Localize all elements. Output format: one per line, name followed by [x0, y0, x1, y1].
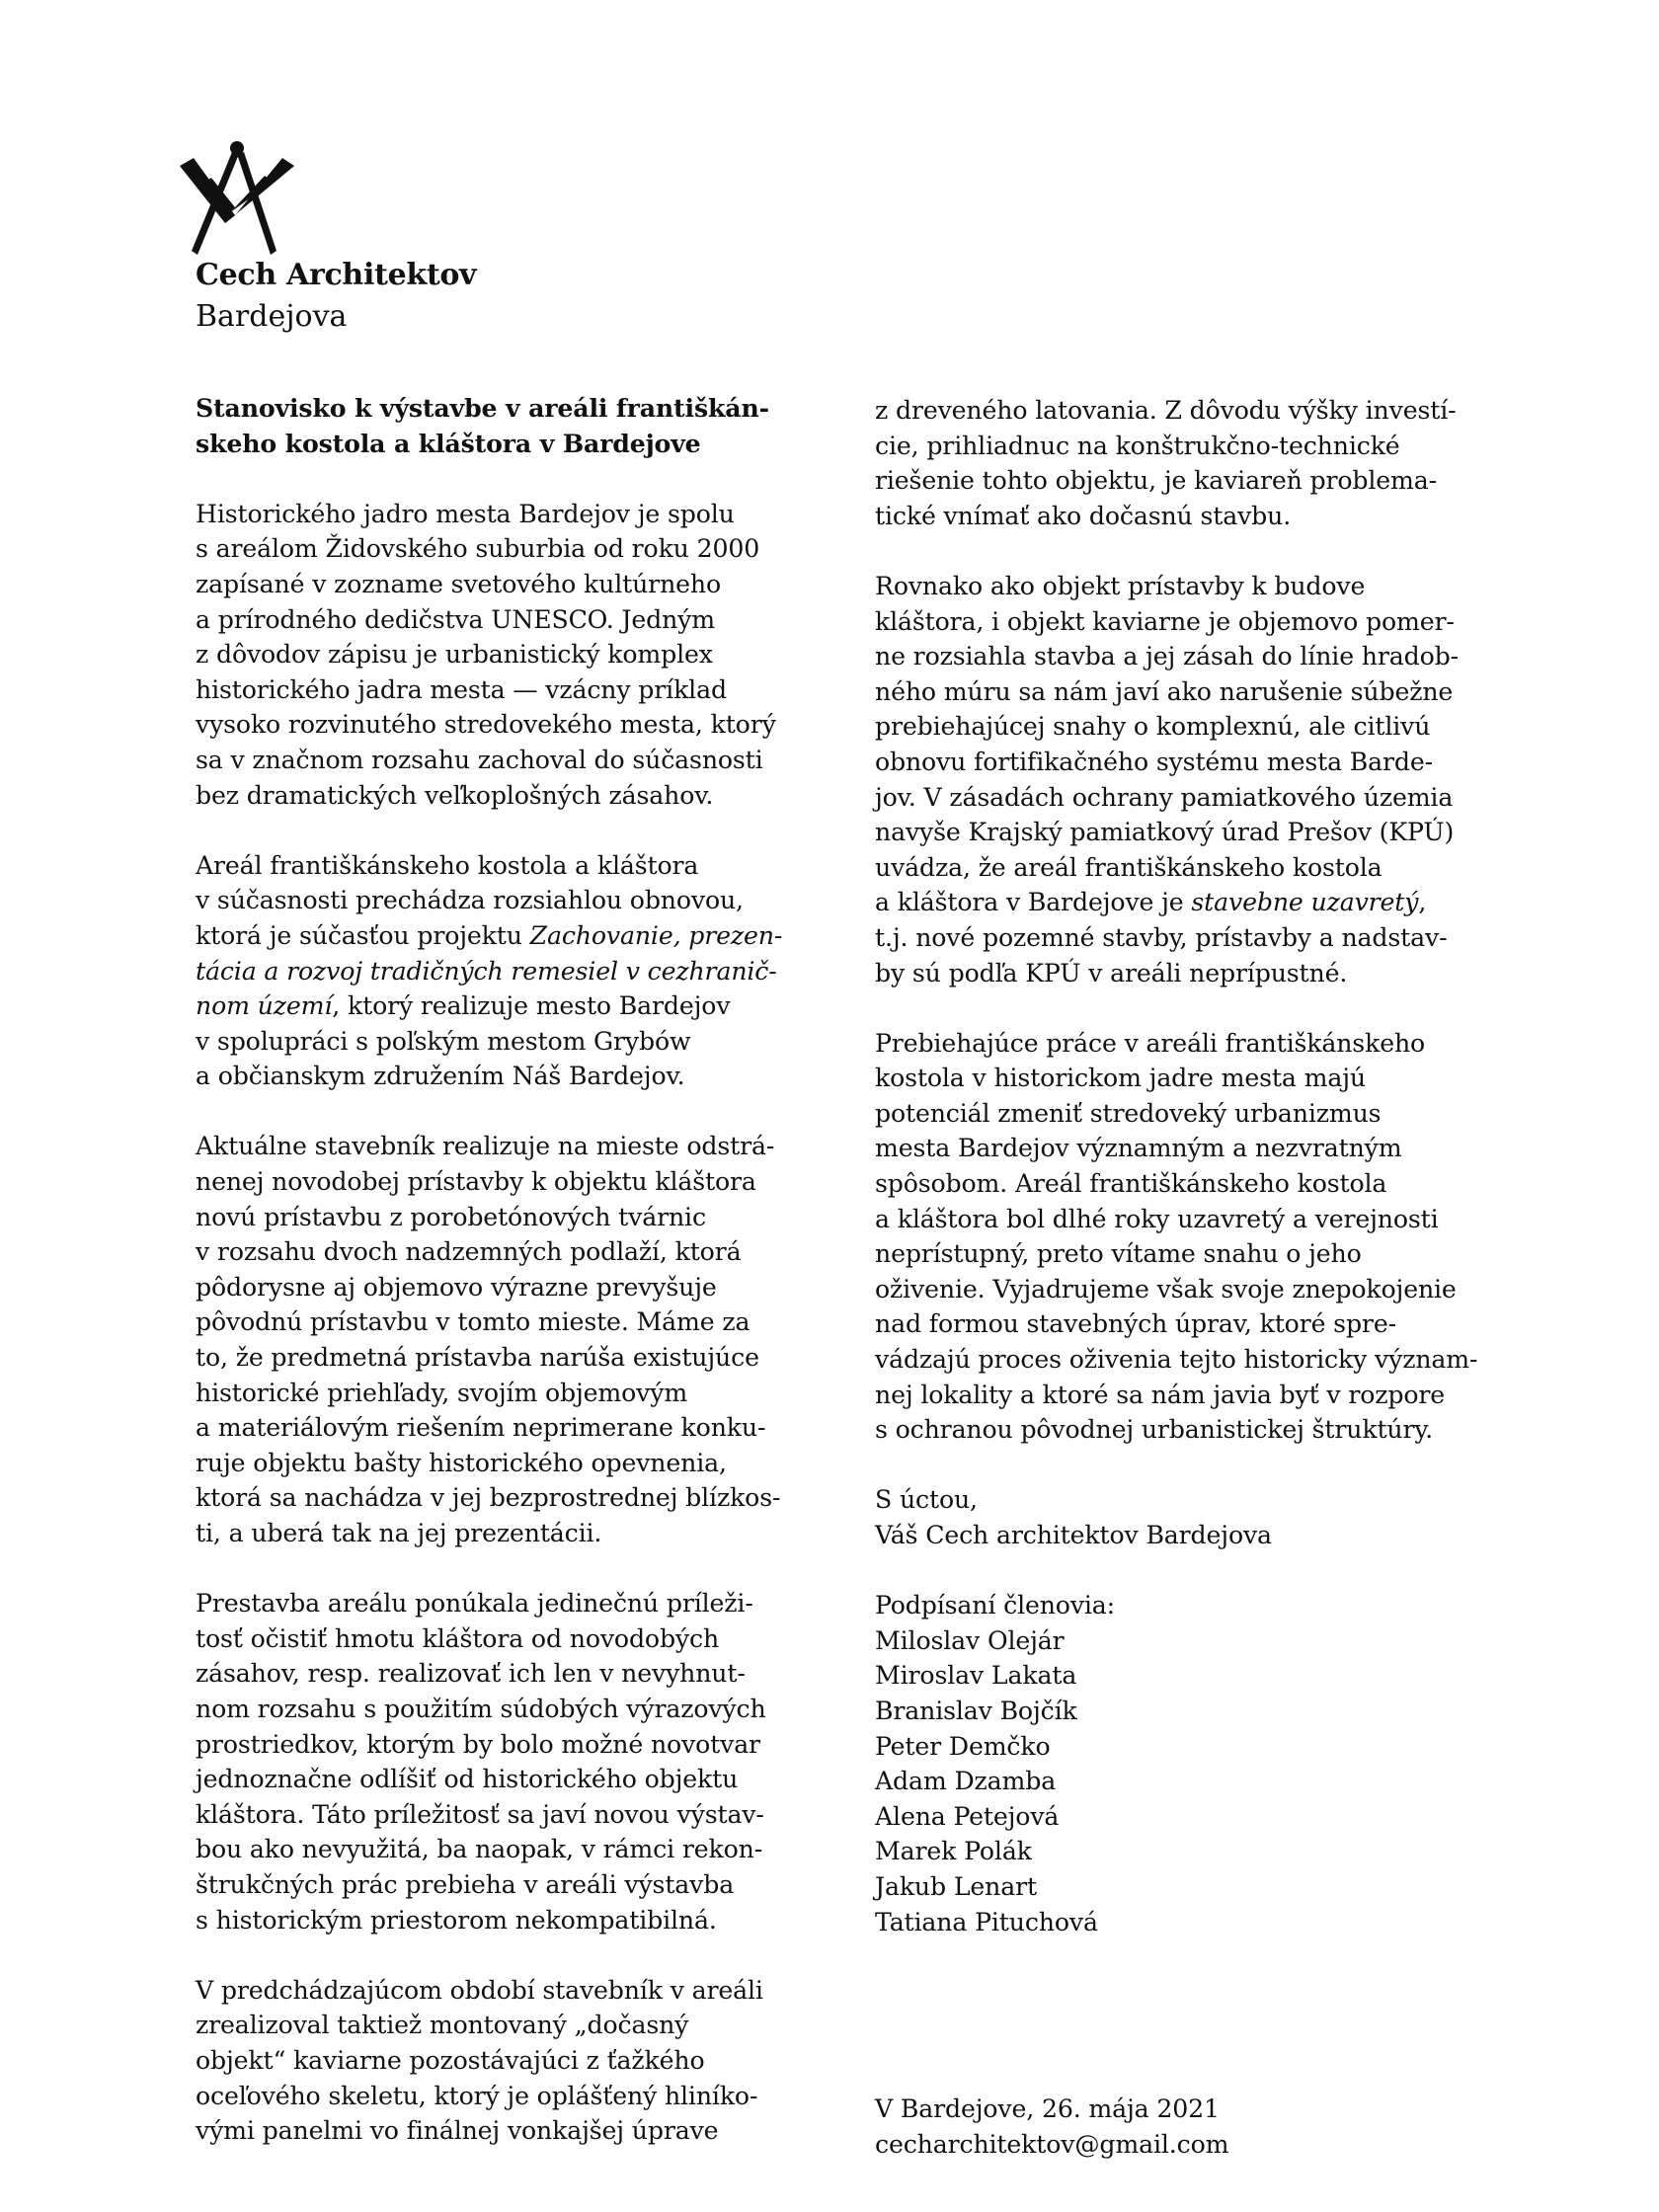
- text-line: z dreveného latovania. Z dôvodu výšky investí-: [875, 396, 1457, 425]
- logo-compass-square-icon: [180, 138, 294, 257]
- text-line: kláštora. Táto príležitosť sa javí novou výstav-: [196, 1799, 764, 1829]
- text-line: a kláštora bol dlhé roky uzavretý a verejnosti: [875, 1204, 1439, 1233]
- text-line: vými panelmi vo finálnej vonkajšej úprave: [196, 2116, 719, 2146]
- signatories: [875, 1588, 1477, 1939]
- text-line: neprístupný, preto vítame snahu o jeho: [875, 1239, 1362, 1269]
- text-line: štrukčných prác prebieha v areáli výstavba: [196, 1869, 735, 1899]
- signatories-label: Podpísaní členovia:: [875, 1591, 1116, 1620]
- text-line: jednoznačne odlíšiť od historického objektu: [196, 1765, 739, 1794]
- text-line: vádzajú proces oživenia tejto historicky význam-: [875, 1345, 1478, 1375]
- text-line: Aktuálne stavebník realizuje na mieste odstrá-: [196, 1132, 775, 1161]
- title-line: Stanovisko k výstavbe v areáli františkán-: [196, 393, 769, 423]
- text-line: ného múru sa nám javí ako narušenie súbežne: [875, 676, 1454, 706]
- text-line: pôdorysne aj objemovo výrazne prevyšuje: [196, 1272, 717, 1302]
- paragraph-5-continued: [875, 393, 1477, 533]
- text-line: s ochranou pôvodnej urbanistickej štruktúry.: [875, 1415, 1433, 1445]
- text-line: ruje objektu bašty historického opevnenia,: [196, 1448, 727, 1477]
- text-line: v rozsahu dvoch nadzemných podlaží, ktorá: [196, 1237, 742, 1267]
- text-line: t.j. nové pozemné stavby, prístavby a nadstav-: [875, 922, 1448, 952]
- project-name-italic: nom území: [196, 991, 333, 1021]
- text-line: obnovu fortifikačného systému mesta Barde-: [875, 747, 1434, 776]
- text-line: a materiálovým riešením neprimerane konku-: [196, 1413, 766, 1443]
- signatory-name: Miloslav Olejár: [875, 1625, 1065, 1655]
- organization-header: [196, 255, 476, 338]
- text-line: cie, prihliadnuc na konštrukčno-technické: [875, 431, 1400, 460]
- text-line: potenciál zmeniť stredoveký urbanizmus: [875, 1098, 1382, 1128]
- text-line: bou ako nevyužitá, ba naopak, v rámci rekon-: [196, 1835, 763, 1864]
- signatory-name: Jakub Lenart: [875, 1871, 1037, 1901]
- paragraph-2: [196, 848, 818, 1094]
- text-line: z dôvodov zápisu je urbanistický komplex: [196, 640, 713, 670]
- closing: [875, 1482, 1477, 1552]
- text-line: a občianskym združením Náš Bardejov.: [196, 1062, 685, 1091]
- text-line: riešenie tohto objektu, je kaviareň problema-: [875, 466, 1437, 496]
- text-line: [196, 954, 818, 989]
- place-date: V Bardejove, 26. mája 2021: [875, 2094, 1220, 2123]
- text-line: by sú podľa KPÚ v areáli neprípustné.: [875, 958, 1348, 988]
- text-line: kláštora, i objekt kaviarne je objemovo pomer-: [875, 606, 1455, 636]
- text-line: uvádza, že areál františkánskeho kostola: [875, 852, 1382, 882]
- paragraph-4: [196, 1586, 818, 1937]
- text-line: [196, 918, 818, 954]
- text-line: prostriedkov, ktorým by bolo možné novotvar: [196, 1729, 760, 1759]
- title-line: skeho kostola a kláštora v Bardejove: [196, 428, 701, 458]
- paragraph-3: [196, 1129, 818, 1550]
- text-line: zrealizoval taktiež montovaný „dočasný: [196, 2011, 689, 2040]
- text-line: nom rozsahu s použitím súdobých výrazových: [196, 1694, 766, 1723]
- project-name-italic: tácia a rozvoj tradičných remesiel v cezhranič-: [196, 956, 777, 986]
- text-line: Rovnako ako objekt prístavby k budove: [875, 571, 1366, 600]
- signatory-name: Peter Demčko: [875, 1731, 1051, 1761]
- italic-phrase: stavebne uzavretý: [1191, 888, 1419, 917]
- text-line: tické vnímať ako dočasnú stavbu.: [875, 501, 1292, 530]
- text-line: to, že predmetná prístavba narúša existujúce: [196, 1343, 759, 1373]
- text-line: Historického jadro mesta Bardejov je spolu: [196, 499, 735, 528]
- text-line: nej lokality a ktoré sa nám javia byť v rozpore: [875, 1380, 1446, 1409]
- text-line: v súčasnosti prechádza rozsiahlou obnovou,: [196, 886, 744, 915]
- closing-salutation: S úctou,: [875, 1485, 978, 1515]
- text-line: pôvodnú prístavbu v tomto mieste. Máme za: [196, 1307, 750, 1337]
- text-line: spôsobom. Areál františkánskeho kostola: [875, 1169, 1387, 1199]
- text-line: Prebiehajúce práce v areáli františkánskeho: [875, 1028, 1426, 1058]
- signatory-name: Adam Dzamba: [875, 1767, 1057, 1796]
- paragraph-6: [875, 569, 1477, 990]
- text-line: zásahov, resp. realizovať ich len v nevyhnut-: [196, 1659, 746, 1689]
- closing-sender: Váš Cech architektov Bardejova: [875, 1521, 1272, 1549]
- signatory-name: Alena Petejová: [875, 1801, 1060, 1831]
- text-line: nad formou stavebných úprav, ktoré spre-: [875, 1309, 1396, 1339]
- text-line: mesta Bardejov významným a nezvratným: [875, 1134, 1402, 1163]
- right-column: [875, 393, 1477, 1939]
- text-line: V predchádzajúcom období stavebník v areáli: [196, 1975, 763, 2005]
- paragraph-7: [875, 1026, 1477, 1448]
- organization-name: Cech Architektov: [196, 258, 477, 292]
- text-fragment: a kláštora v Bardejove je: [875, 888, 1192, 917]
- footer: [875, 2092, 1228, 2162]
- contact-email: cecharchitektov@gmail.com: [875, 2129, 1229, 2159]
- text-line: historického jadra mesta — vzácny príklad: [196, 674, 727, 704]
- text-line: nenej novodobej prístavby k objektu kláštora: [196, 1167, 756, 1197]
- paragraph-1: [196, 497, 818, 813]
- text-line: ktorá sa nachádza v jej bezprostrednej blízkos-: [196, 1483, 781, 1513]
- text-line: prebiehajúcej snahy o komplexnú, ale citlivú: [875, 712, 1431, 742]
- text-line: navyše Krajský pamiatkový úrad Prešov (KPÚ): [875, 818, 1455, 847]
- text-line: objekt“ kaviarne pozostávajúci z ťažkého: [196, 2045, 705, 2075]
- signatory-name: Branislav Bojčík: [875, 1696, 1077, 1725]
- text-line: [196, 988, 818, 1024]
- text-fragment: ktorá je súčasťou projektu: [196, 920, 530, 950]
- text-line: jov. V zásadách ochrany pamiatkového územia: [875, 782, 1454, 812]
- text-line: a prírodného dedičstva UNESCO. Jedným: [196, 604, 715, 634]
- paragraph-5: [196, 1973, 818, 2149]
- text-line: ti, a uberá tak na jej prezentácii.: [196, 1519, 602, 1547]
- signatory-name: Miroslav Lakata: [875, 1661, 1077, 1691]
- text-line: bez dramatických veľkoplošných zásahov.: [196, 780, 714, 810]
- text-line: sa v značnom rozsahu zachoval do súčasnosti: [196, 745, 763, 774]
- text-line: historické priehľady, svojím objemovým: [196, 1378, 688, 1407]
- signatory-name: Marek Polák: [875, 1837, 1032, 1866]
- text-line: novú prístavbu z porobetónových tvárnic: [196, 1202, 706, 1231]
- text-line: Areál františkánskeho kostola a kláštora: [196, 850, 699, 880]
- text-fragment: ,: [1418, 888, 1427, 917]
- document-title: [196, 391, 818, 461]
- text-line: v spolupráci s poľským mestom Grybów: [196, 1026, 691, 1056]
- text-line: oživenie. Vyjadrujeme však svoje znepokojenie: [875, 1274, 1457, 1304]
- text-line: Prestavba areálu ponúkala jedinečnú príleži-: [196, 1589, 753, 1619]
- text-line: s historickým priestorom nekompatibilná.: [196, 1905, 717, 1935]
- text-line: zapísané v zozname svetového kultúrneho: [196, 569, 721, 598]
- text-line: ne rozsiahla stavba a jej zásah do línie hradob-: [875, 642, 1459, 672]
- project-name-italic: Zachovanie, prezen-: [529, 920, 783, 950]
- text-line: vysoko rozvinutého stredovekého mesta, ktorý: [196, 710, 776, 740]
- text-line: oceľového skeletu, ktorý je oplášťený hliníko-: [196, 2081, 758, 2110]
- text-line: tosť očistiť hmotu kláštora od novodobých: [196, 1623, 720, 1653]
- text-line: s areálom Židovského suburbia od roku 2000: [196, 534, 760, 564]
- text-line: kostola v historickom jadre mesta majú: [875, 1064, 1366, 1093]
- left-column: [196, 391, 818, 2149]
- signatory-name: Tatiana Pituchová: [875, 1907, 1098, 1936]
- organization-city: Bardejova: [196, 299, 348, 334]
- text-fragment: , ktorý realizuje mesto Bardejov: [332, 991, 731, 1021]
- text-line: [875, 885, 1477, 920]
